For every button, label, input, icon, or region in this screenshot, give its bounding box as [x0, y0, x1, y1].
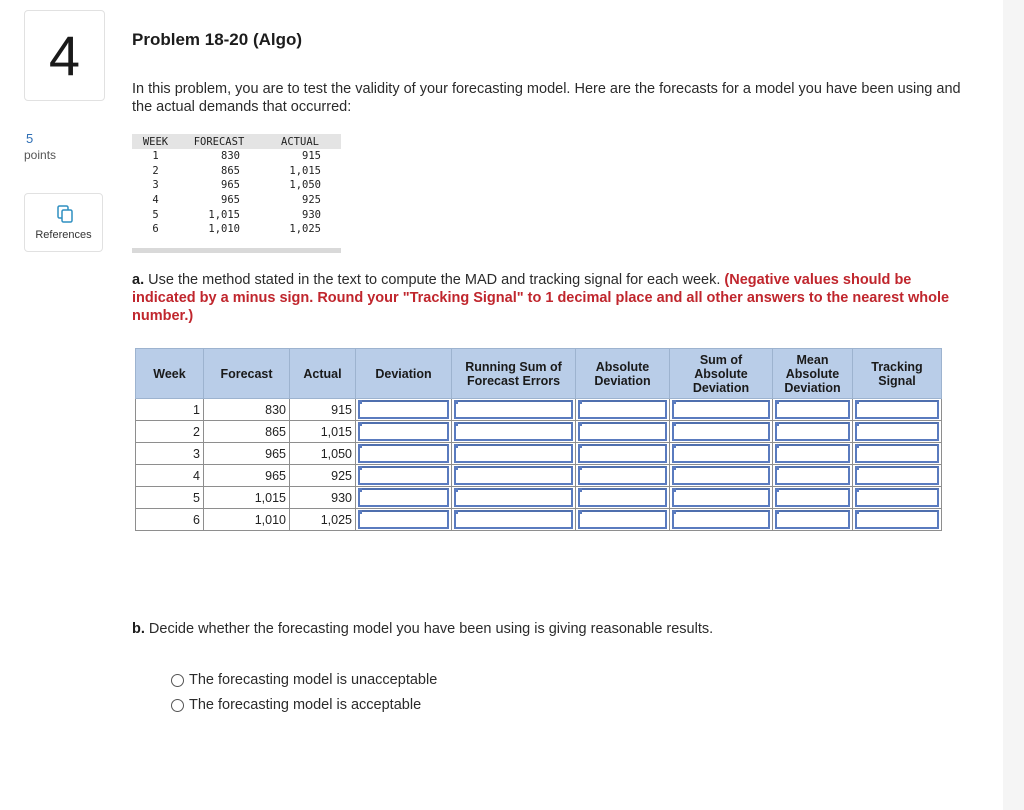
header-absolute-deviation: Absolute Deviation: [576, 349, 670, 399]
mad-input-cell: [773, 487, 853, 509]
week-cell: 3: [136, 443, 204, 465]
tracking-signal-input-cell: [853, 487, 942, 509]
forecast-cell: 965: [204, 465, 290, 487]
header-mad: Mean Absolute Deviation: [773, 349, 853, 399]
week-cell: 6: [152, 223, 159, 236]
sum-absolute-deviation-input[interactable]: [672, 488, 770, 507]
running-sum-input[interactable]: [454, 444, 573, 463]
forecast-cell: 965: [221, 194, 240, 207]
sum-absolute-deviation-input-cell: [670, 443, 773, 465]
week-cell: 1: [136, 399, 204, 421]
forecast-cell: 965: [204, 443, 290, 465]
header-tracking-signal: Tracking Signal: [853, 349, 942, 399]
deviation-input-cell: [356, 487, 452, 509]
copy-icon: [57, 205, 73, 223]
table-row: [132, 164, 341, 179]
references-button[interactable]: [24, 193, 103, 252]
absolute-deviation-input-cell: [576, 465, 670, 487]
mad-input-cell: [773, 421, 853, 443]
option-label: The forecasting model is acceptable: [189, 697, 422, 713]
mad-input-cell: [773, 509, 853, 531]
running-sum-input[interactable]: [454, 488, 573, 507]
header-sum-absolute-deviation: Sum of Absolute Deviation: [670, 349, 773, 399]
table-row: [136, 399, 942, 421]
given-data-table: [132, 134, 341, 253]
table-row: [136, 465, 942, 487]
part-a-label: a.: [132, 272, 145, 288]
mad-input-cell: [773, 465, 853, 487]
tracking-signal-input-cell: [853, 421, 942, 443]
absolute-deviation-input[interactable]: [578, 400, 667, 419]
answer-table: [135, 348, 942, 531]
actual-cell: 1,025: [289, 223, 321, 236]
running-sum-input[interactable]: [454, 510, 573, 529]
mad-input[interactable]: [775, 422, 850, 441]
references-label: References: [35, 229, 92, 241]
radio-button[interactable]: [171, 699, 184, 712]
option-label: The forecasting model is unacceptable: [189, 672, 438, 688]
tracking-signal-input-cell: [853, 399, 942, 421]
forecast-cell: 865: [204, 421, 290, 443]
forecast-cell: 830: [204, 399, 290, 421]
table-scrollbar[interactable]: [132, 248, 341, 253]
week-cell: 4: [152, 194, 159, 207]
sum-absolute-deviation-input[interactable]: [672, 400, 770, 419]
actual-cell: 1,050: [289, 179, 321, 192]
col-header-actual: ACTUAL: [259, 134, 341, 149]
sum-absolute-deviation-input[interactable]: [672, 510, 770, 529]
deviation-input-cell: [356, 421, 452, 443]
forecast-cell: 1,015: [204, 487, 290, 509]
option-unacceptable[interactable]: [171, 672, 437, 688]
actual-cell: 930: [290, 487, 356, 509]
forecast-cell: 865: [221, 164, 240, 177]
tracking-signal-input-cell: [853, 509, 942, 531]
running-sum-input-cell: [452, 443, 576, 465]
week-cell: 3: [152, 179, 159, 192]
deviation-input-cell: [356, 509, 452, 531]
sum-absolute-deviation-input[interactable]: [672, 422, 770, 441]
sum-absolute-deviation-input[interactable]: [672, 466, 770, 485]
week-cell: 2: [136, 421, 204, 443]
problem-intro: In this problem, you are to test the validity of your forecasting model. Here are the forecasts for a model you have been using and the actual demands that occurred:: [132, 81, 961, 115]
week-cell: 1: [152, 150, 159, 163]
sum-absolute-deviation-input-cell: [670, 465, 773, 487]
running-sum-input-cell: [452, 487, 576, 509]
absolute-deviation-input-cell: [576, 509, 670, 531]
tracking-signal-input[interactable]: [855, 422, 939, 441]
mad-input[interactable]: [775, 444, 850, 463]
actual-cell: 915: [302, 150, 321, 163]
deviation-input-cell: [356, 465, 452, 487]
absolute-deviation-input[interactable]: [578, 510, 667, 529]
absolute-deviation-input[interactable]: [578, 422, 667, 441]
mad-input[interactable]: [775, 488, 850, 507]
running-sum-input-cell: [452, 465, 576, 487]
table-row: [136, 487, 942, 509]
table-row: [132, 178, 341, 193]
forecast-cell: 1,010: [208, 223, 240, 236]
table-row: [132, 193, 341, 208]
table-row: [136, 443, 942, 465]
forecast-cell: 965: [221, 179, 240, 192]
header-actual: Actual: [290, 349, 356, 399]
mad-input-cell: [773, 443, 853, 465]
absolute-deviation-input-cell: [576, 443, 670, 465]
deviation-input-cell: [356, 399, 452, 421]
running-sum-input[interactable]: [454, 466, 573, 485]
absolute-deviation-input-cell: [576, 399, 670, 421]
actual-cell: 925: [302, 194, 321, 207]
deviation-input[interactable]: [358, 510, 449, 529]
absolute-deviation-input[interactable]: [578, 488, 667, 507]
running-sum-input-cell: [452, 509, 576, 531]
absolute-deviation-input-cell: [576, 487, 670, 509]
mad-input[interactable]: [775, 510, 850, 529]
table-row: [132, 222, 341, 237]
part-b-instructions: [132, 621, 713, 637]
running-sum-input[interactable]: [454, 400, 573, 419]
tracking-signal-input[interactable]: [855, 466, 939, 485]
header-forecast: Forecast: [204, 349, 290, 399]
forecast-cell: 1,010: [204, 509, 290, 531]
mad-input-cell: [773, 399, 853, 421]
table-row: [136, 421, 942, 443]
week-cell: 5: [136, 487, 204, 509]
sum-absolute-deviation-input-cell: [670, 509, 773, 531]
option-acceptable[interactable]: [171, 697, 421, 713]
part-b-text: Decide whether the forecasting model you have been using is giving reasonable results.: [148, 621, 714, 637]
running-sum-input[interactable]: [454, 422, 573, 441]
tracking-signal-input[interactable]: [855, 510, 939, 529]
sum-absolute-deviation-input-cell: [670, 399, 773, 421]
header-deviation: Deviation: [356, 349, 452, 399]
tracking-signal-input-cell: [853, 465, 942, 487]
forecast-cell: 1,015: [208, 208, 240, 221]
deviation-input-cell: [356, 443, 452, 465]
actual-cell: 1,050: [290, 443, 356, 465]
absolute-deviation-input[interactable]: [578, 466, 667, 485]
week-cell: 5: [152, 208, 159, 221]
header-running-sum: Running Sum of Forecast Errors: [452, 349, 576, 399]
actual-cell: 925: [290, 465, 356, 487]
running-sum-input-cell: [452, 399, 576, 421]
deviation-input[interactable]: [358, 444, 449, 463]
actual-cell: 915: [290, 399, 356, 421]
col-header-forecast: FORECAST: [179, 134, 259, 149]
table-row: [132, 207, 341, 222]
actual-cell: 1,015: [290, 421, 356, 443]
part-b-label: b.: [132, 621, 145, 637]
running-sum-input-cell: [452, 421, 576, 443]
tracking-signal-input[interactable]: [855, 444, 939, 463]
sum-absolute-deviation-input-cell: [670, 421, 773, 443]
radio-button[interactable]: [171, 674, 184, 687]
actual-cell: 1,015: [289, 164, 321, 177]
absolute-deviation-input[interactable]: [578, 444, 667, 463]
part-a-text: Use the method stated in the text to compute the MAD and tracking signal for each week.: [148, 272, 721, 288]
deviation-input[interactable]: [358, 400, 449, 419]
question-number: 4: [24, 10, 105, 101]
tracking-signal-input[interactable]: [855, 488, 939, 507]
absolute-deviation-input-cell: [576, 421, 670, 443]
actual-cell: 930: [302, 208, 321, 221]
forecast-cell: 830: [221, 150, 240, 163]
week-cell: 6: [136, 509, 204, 531]
part-a-note: (Negative values should be indicated by a minus sign. Round your "Tracking Signal" to 1 decimal place and all other answers to the nearest whole number.): [132, 272, 950, 324]
actual-cell: 1,025: [290, 509, 356, 531]
problem-title: Problem 18-20 (Algo): [132, 30, 303, 49]
header-week: Week: [136, 349, 204, 399]
table-row: [132, 149, 341, 164]
tracking-signal-input[interactable]: [855, 400, 939, 419]
points-value: 5: [26, 131, 34, 146]
part-a-instructions: [132, 271, 952, 325]
deviation-input[interactable]: [358, 488, 449, 507]
deviation-input[interactable]: [358, 422, 449, 441]
mad-input[interactable]: [775, 400, 850, 419]
col-header-week: WEEK: [132, 134, 179, 149]
sum-absolute-deviation-input[interactable]: [672, 444, 770, 463]
right-gutter: [1003, 0, 1024, 810]
deviation-input[interactable]: [358, 466, 449, 485]
sum-absolute-deviation-input-cell: [670, 487, 773, 509]
week-cell: 4: [136, 465, 204, 487]
table-row: [136, 509, 942, 531]
tracking-signal-input-cell: [853, 443, 942, 465]
week-cell: 2: [152, 164, 159, 177]
points-label: points: [24, 148, 57, 162]
mad-input[interactable]: [775, 466, 850, 485]
